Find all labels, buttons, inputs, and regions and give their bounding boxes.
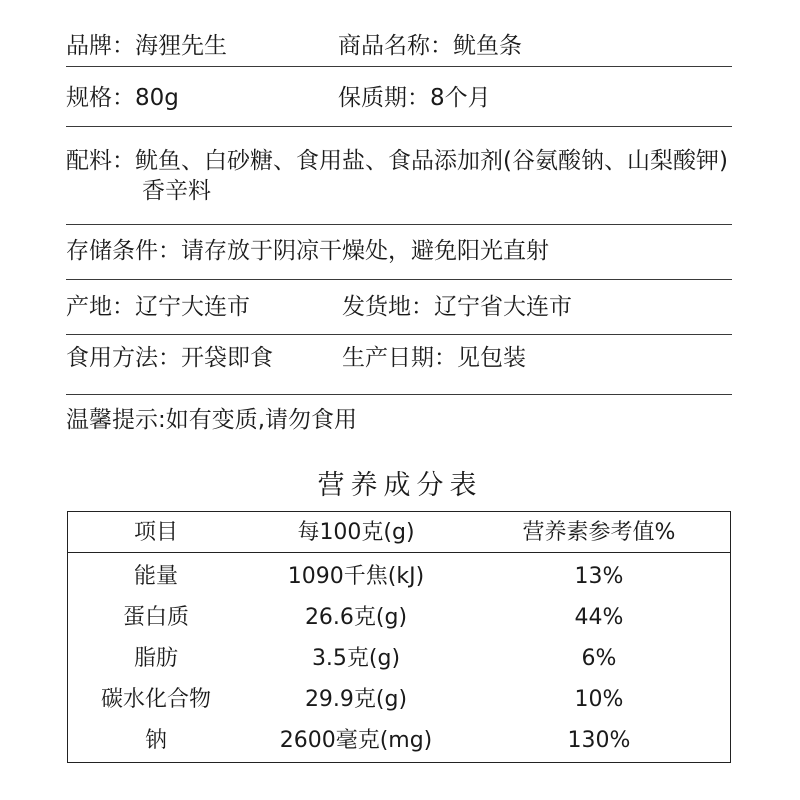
ingredients-line2: 香辛料 xyxy=(142,178,211,204)
row-amount: 2600毫克(mg) xyxy=(279,728,433,753)
ingredients-line1: 鱿鱼、白砂糖、食用盐、食品添加剂(谷氨酸钠、山梨酸钾) xyxy=(135,148,728,174)
table-row xyxy=(68,679,730,720)
divider xyxy=(66,394,732,395)
row-nrv: 44% xyxy=(574,605,624,630)
production-date-label: 生产日期：见包装 xyxy=(342,345,526,371)
divider xyxy=(66,334,732,335)
origin-label: 产地：辽宁大连市 xyxy=(66,294,250,320)
row-item: 脂肪 xyxy=(133,646,178,671)
nutrition-table xyxy=(67,511,731,763)
row-amount: 29.9克(g) xyxy=(304,687,408,712)
ingredients-block xyxy=(66,146,746,206)
row-amount: 3.5克(g) xyxy=(311,646,401,671)
table-row xyxy=(68,556,730,597)
divider xyxy=(66,126,732,127)
header-item: 项目 xyxy=(133,520,178,545)
product-name-label: 商品名称：鱿鱼条 xyxy=(338,33,522,59)
ship-from-label: 发货地：辽宁省大连市 xyxy=(342,294,572,320)
row-item: 碳水化合物 xyxy=(100,687,211,712)
row-nrv: 13% xyxy=(574,564,624,589)
row-amount: 26.6克(g) xyxy=(304,605,408,630)
table-row xyxy=(68,720,730,761)
row-nrv: 10% xyxy=(574,687,624,712)
row-item: 能量 xyxy=(133,564,178,589)
storage-label: 存储条件：请存放于阴凉干燥处，避免阳光直射 xyxy=(66,238,549,264)
row-nrv: 6% xyxy=(581,646,617,671)
divider xyxy=(66,224,732,225)
warning-tip: 温馨提示:如有变质,请勿食用 xyxy=(66,407,358,433)
header-nrv: 营养素参考值% xyxy=(522,520,676,545)
header-divider xyxy=(68,552,730,553)
nutrition-header-row xyxy=(68,512,730,553)
ingredients-label: 配料： xyxy=(66,148,135,174)
nutrition-table-title: 营养成分表 xyxy=(317,470,483,501)
row-item: 蛋白质 xyxy=(122,605,189,630)
usage-label: 食用方法：开袋即食 xyxy=(66,345,273,371)
brand-label: 品牌：海狸先生 xyxy=(66,33,227,59)
table-row xyxy=(68,638,730,679)
row-nrv: 130% xyxy=(567,728,631,753)
table-row xyxy=(68,597,730,638)
spec-label: 规格：80g xyxy=(66,85,179,111)
divider xyxy=(66,66,732,67)
shelf-life-label: 保质期：8个月 xyxy=(338,85,491,111)
row-amount: 1090千焦(kJ) xyxy=(287,564,425,589)
divider xyxy=(66,279,732,280)
row-item: 钠 xyxy=(144,728,167,753)
header-per-100g: 每100克(g) xyxy=(297,520,415,545)
